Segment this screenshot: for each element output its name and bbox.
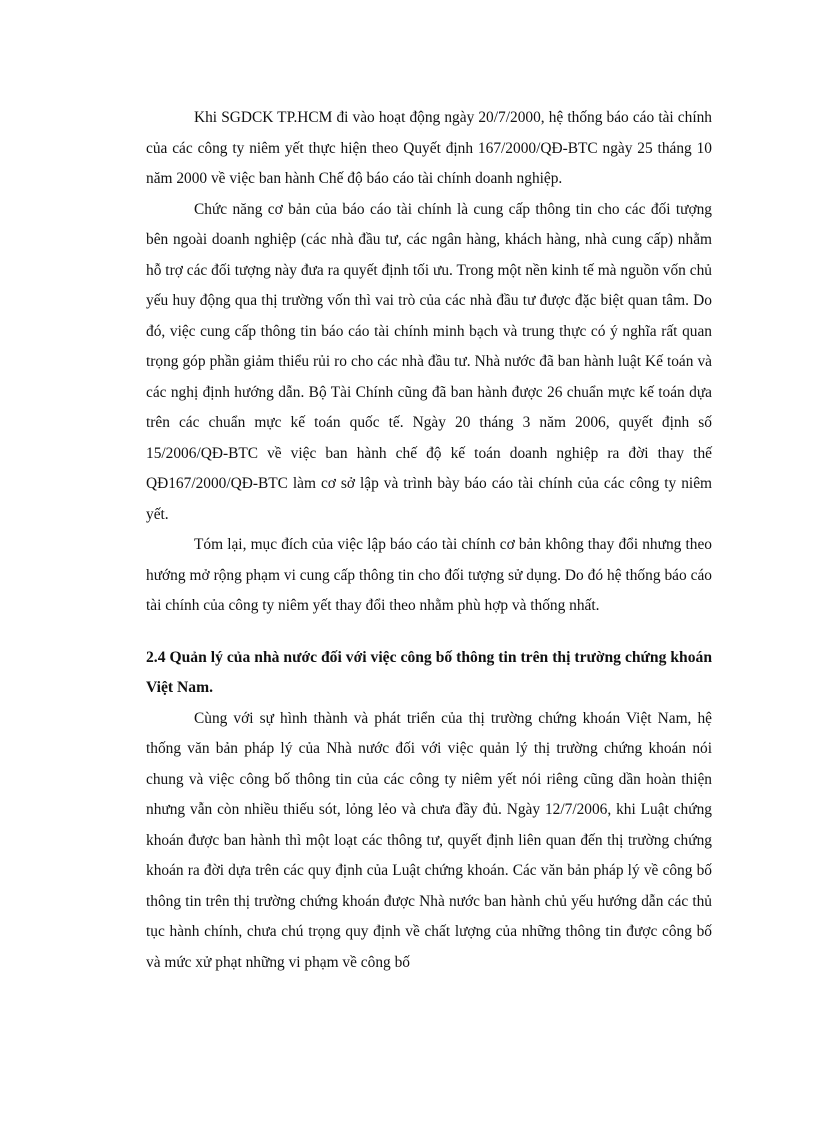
paragraph-summary: Tóm lại, mục đích của việc lập báo cáo tài chính cơ bản không thay đổi nhưng theo hướng mở rộng phạm vi cung cấp thông tin cho đối tượng sử dụng. Do đó hệ thống báo cáo tài chính của công ty niêm yết thay đổi theo nhằm phù hợp và thống nhất. [146, 536, 712, 614]
paragraph-legal-framework: Cùng với sự hình thành và phát triển của thị trường chứng khoán Việt Nam, hệ thống văn bản pháp lý của Nhà nước đối với việc quản lý thị trường chứng khoán nói chung và việc công bố thông tin của các công ty niêm yết nói riêng cũng dần hoàn thiện nhưng vẫn còn nhiều thiếu sót, lỏng lẻo và chưa đầy đủ. Ngày 12/7/2006, khi Luật chứng khoán được ban hành thì một loạt các thông tư, quyết định liên quan đến thị trường chứng khoán ra đời dựa trên các quy định của Luật chứng khoán. Các văn bản pháp lý về công bố thông tin trên thị trường chứng khoán được Nhà nước ban hành chủ yếu hướng dẫn các thủ tục hành chính, chưa chú trọng quy định về chất lượng của những thông tin được công bố và mức xử phạt những vi phạm về công bố [146, 709, 712, 971]
section-heading: 2.4 Quản lý của nhà nước đối với việc công bố thông tin trên thị trường chứng khoán Việt Nam. [146, 648, 712, 696]
paragraph-sgdck-reporting: Khi SGDCK TP.HCM đi vào hoạt động ngày 20/7/2000, hệ thống báo cáo tài chính của các công ty niêm yết thực hiện theo Quyết định 167/2000/QĐ-BTC ngày 25 tháng 10 năm 2000 về việc ban hành Chế độ báo cáo tài chính doanh nghiệp. [146, 109, 712, 187]
document-body [146, 103, 712, 978]
paragraph-report-function: Chức năng cơ bản của báo cáo tài chính là cung cấp thông tin cho các đối tượng bên ngoài doanh nghiệp (các nhà đầu tư, các ngân hàng, khách hàng, nhà cung cấp) nhằm hỗ trợ các đối tượng này đưa ra quyết định tối ưu. Trong một nền kinh tế mà nguồn vốn chủ yếu huy động qua thị trường vốn thì vai trò của các nhà đầu tư được đặc biệt quan tâm. Do đó, việc cung cấp thông tin báo cáo tài chính minh bạch và trung thực có ý nghĩa rất quan trọng góp phần giảm thiểu rủi ro cho các nhà đầu tư. Nhà nước đã ban hành luật Kế toán và các nghị định hướng dẫn. Bộ Tài Chính cũng đã ban hành được 26 chuẩn mực kế toán dựa trên các chuẩn mực kế toán quốc tế. Ngày 20 tháng 3 năm 2006, quyết định số 15/2006/QĐ-BTC về việc ban hành chế độ kế toán doanh nghiệp ra đời thay thế QĐ167/2000/QĐ-BTC làm cơ sở lập và trình bày báo cáo tài chính của các công ty niêm yết. [146, 200, 712, 523]
